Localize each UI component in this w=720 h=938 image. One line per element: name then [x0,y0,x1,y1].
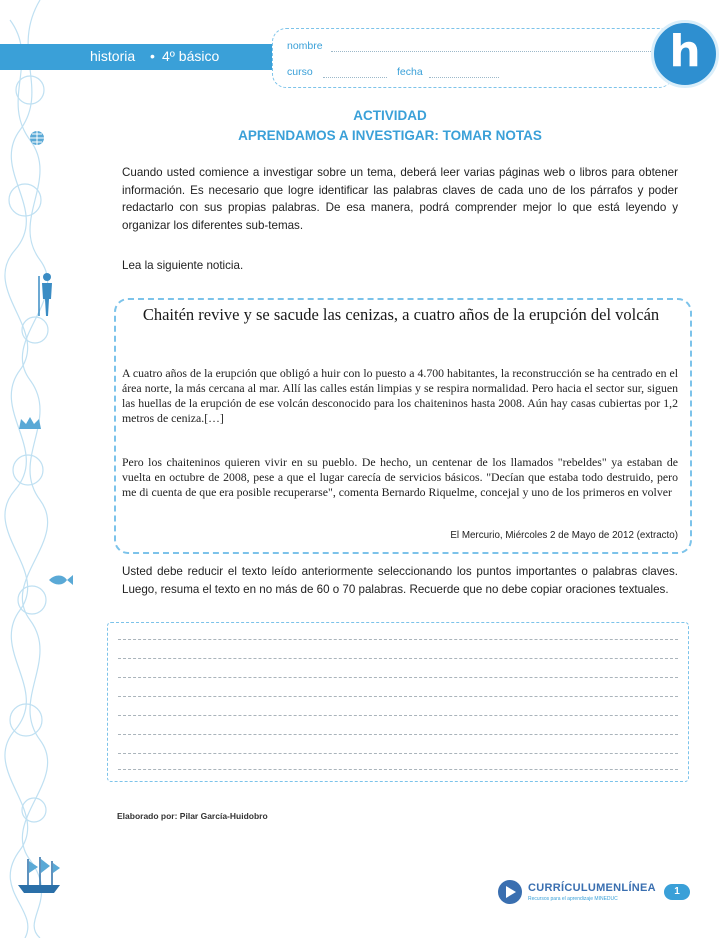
news-paragraph-1: A cuatro años de la erupción que obligó a huir con lo puesto a 4.700 habitantes, la reconstrucción se ha centrado en el área norte, la más cercana al mar. Allí las calles están limpias y se respira normalidad. Pero hacia el sector sur, siguen las huellas de la erupción de ese volcán desconocido para los chaiteninos hasta 2008. Aún hay casas cubiertas por 1,2 metros de ceniza.[…] [122,366,678,425]
ship-icon [14,855,64,895]
answer-line[interactable] [118,639,678,640]
answer-box[interactable] [107,622,689,782]
grade-label: 4º básico [162,48,220,64]
name-label: nombre [287,40,323,52]
answer-line[interactable] [118,715,678,716]
history-logo: h [651,20,719,88]
page-number: 1 [664,884,690,900]
subject-label: historia [90,48,136,64]
answer-line[interactable] [118,677,678,678]
answer-line[interactable] [118,658,678,659]
activity-title: APRENDAMOS A INVESTIGAR: TOMAR NOTAS [238,128,542,143]
answer-line[interactable] [118,696,678,697]
activity-label: ACTIVIDAD [353,108,427,123]
date-label: fecha [397,66,423,78]
intro-paragraph: Cuando usted comience a investigar sobre un tema, deberá leer varias páginas web o libros para obtener información. Es necesario que logre identificar las palabras claves de cada uno de los párrafos y poder redactarlo con sus propias palabras. De esa manera, podrá comprender mejor lo que está leyendo y organizar los diferentes sub-temas. [122,166,678,232]
brand-tagline: Recursos para el aprendizaje MINEDUC [528,896,618,902]
news-box [114,298,692,554]
task-instruction: Usted debe reducir el texto leído anteriormente seleccionando los puntos importantes o palabras claves. Luego, resuma el texto en no más de 60 o 70 palabras. Recuerde que no debe copiar oraciones textuales. [122,565,678,596]
brand-name: CURRÍCULUMENLÍNEA [528,882,656,894]
crown-icon [18,416,42,430]
curriculum-logo [498,880,656,906]
date-field[interactable] [429,67,499,78]
read-instruction: Lea la siguiente noticia. [122,259,244,272]
answer-line[interactable] [118,753,678,754]
student-info-box [272,28,673,88]
author-credit: Elaborado por: Pilar García-Huidobro [117,811,268,821]
answer-line[interactable] [118,769,678,770]
fish-icon [48,574,74,586]
course-field[interactable] [323,67,387,78]
course-label: curso [287,66,313,78]
explorer-figure-icon [36,272,58,318]
subject-bar [0,44,272,70]
name-field[interactable] [331,41,651,52]
play-icon [498,880,522,904]
news-source: El Mercurio, Miércoles 2 de Mayo de 2012 (extracto) [450,530,678,541]
subject-separator: • [150,48,155,64]
news-paragraph-2: Pero los chaiteninos quieren vivir en su pueblo. De hecho, un centenar de los llamados "rebeldes" ya estaban de vuelta en octubre de 2008, pese a que el lugar carecía de servicios básicos. "Decían que estaba todo destruido, pero me di cuenta de que era posible recuperarse", comenta Bernardo Riquelme, concejal y uno de los primeros en volver [122,455,678,499]
news-headline: Chaitén revive y se sacude las cenizas, a cuatro años de la erupción del volcán [142,305,660,324]
answer-line[interactable] [118,734,678,735]
